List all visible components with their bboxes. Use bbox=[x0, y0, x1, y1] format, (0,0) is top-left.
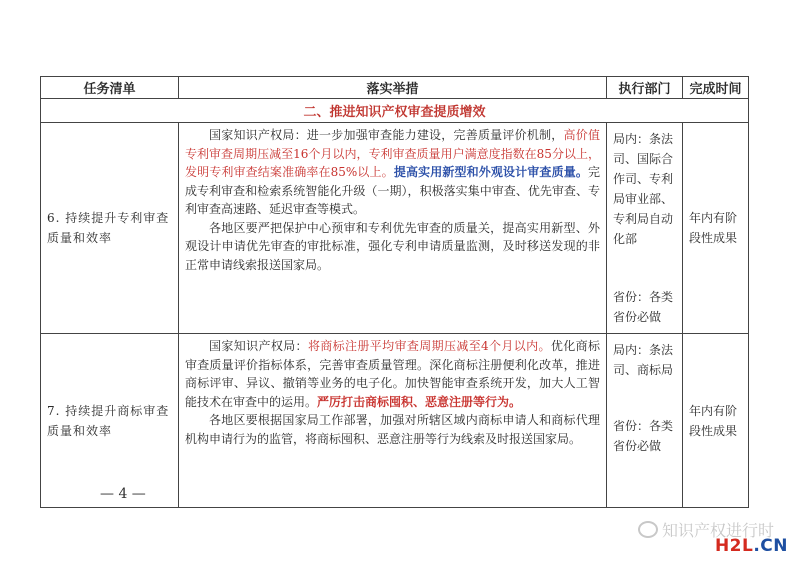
dept-cell bbox=[607, 123, 683, 334]
time-cell: 年内有阶段性成果 bbox=[683, 334, 749, 508]
measure-highlight-red-bold: 严厉打击商标囤积、恶意注册等行为。 bbox=[317, 394, 522, 409]
table-row bbox=[41, 334, 749, 508]
wechat-icon bbox=[638, 521, 658, 538]
section-title: 二、推进知识产权审查提质增效 bbox=[41, 99, 749, 123]
measure-cell bbox=[179, 334, 607, 508]
logo-part1: H2L bbox=[714, 536, 754, 556]
page-number: — 4 — bbox=[100, 486, 146, 502]
header-measure: 落实举措 bbox=[179, 77, 607, 99]
measure-text: 国家知识产权局：进一步加强审查能力建设，完善质量评价机制， bbox=[209, 128, 564, 142]
measure-paragraph: 各地区要根据国家局工作部署，加强对所辖区域内商标申请人和商标代理机构申请行为的监管，将商标囤积、恶意注册等行为线索及时报送国家局。 bbox=[185, 413, 600, 446]
logo-part2: .CN bbox=[753, 536, 788, 556]
measure-highlight-red: 高价值专利审查周期压减至16个月以内，专利审查质量用户满意度指数在85分以上，发明专利审查结案准确率在85%以上。 bbox=[185, 128, 600, 179]
measure-text: 国家知识产权局： bbox=[209, 339, 308, 353]
task-table bbox=[40, 76, 749, 508]
section-row bbox=[41, 99, 749, 123]
dept-provinces: 省份：各类省份必做 bbox=[613, 419, 674, 453]
measure-paragraph bbox=[185, 337, 600, 411]
watermark-text: 知识产权进行时 bbox=[661, 521, 774, 540]
measure-paragraph bbox=[185, 126, 600, 219]
task-cell: 7. 持续提升商标审查质量和效率 bbox=[41, 334, 179, 508]
measure-cell bbox=[179, 123, 607, 334]
table-header-row bbox=[41, 77, 749, 99]
header-task: 任务清单 bbox=[41, 77, 179, 99]
measure-highlight-blue: 提高实用新型和外观设计审查质量。 bbox=[393, 165, 588, 179]
header-time: 完成时间 bbox=[683, 77, 749, 99]
measure-highlight-red: 将商标注册平均审查周期压减至4个月以内。 bbox=[307, 339, 551, 353]
measure-text: 优化商标审查质量评价指标体系，完善审查质量管理。深化商标注册便利化改革，推进商标评审、异议、撤销等业务的电子化。加快智能审查系统开发，加大人工智能技术在审查中的运用。 bbox=[185, 339, 600, 409]
dept-internal: 局内：条法司、国际合作司、专利局审业部、专利局自动化部 bbox=[613, 132, 674, 246]
time-cell: 年内有阶段性成果 bbox=[683, 123, 749, 334]
measure-text: 完成专利审查和检索系统智能化升级（一期），积极落实集中审查、优先审查、专利审查高速路、延迟审查等模式。 bbox=[185, 165, 600, 216]
table-row bbox=[41, 123, 749, 334]
task-cell: 6. 持续提升专利审查质量和效率 bbox=[41, 123, 179, 334]
measure-paragraph: 各地区要严把保护中心预审和专利优先审查的质量关，提高实用新型、外观设计申请优先审查的审批标准，强化专利申请质量监测，及时移送发现的非正常申请线索报送国家局。 bbox=[185, 220, 600, 272]
site-logo bbox=[715, 536, 788, 556]
dept-provinces: 省份：各类省份必做 bbox=[613, 290, 674, 324]
header-dept: 执行部门 bbox=[607, 77, 683, 99]
dept-internal: 局内：条法司、商标局 bbox=[613, 343, 674, 377]
dept-cell bbox=[607, 334, 683, 508]
